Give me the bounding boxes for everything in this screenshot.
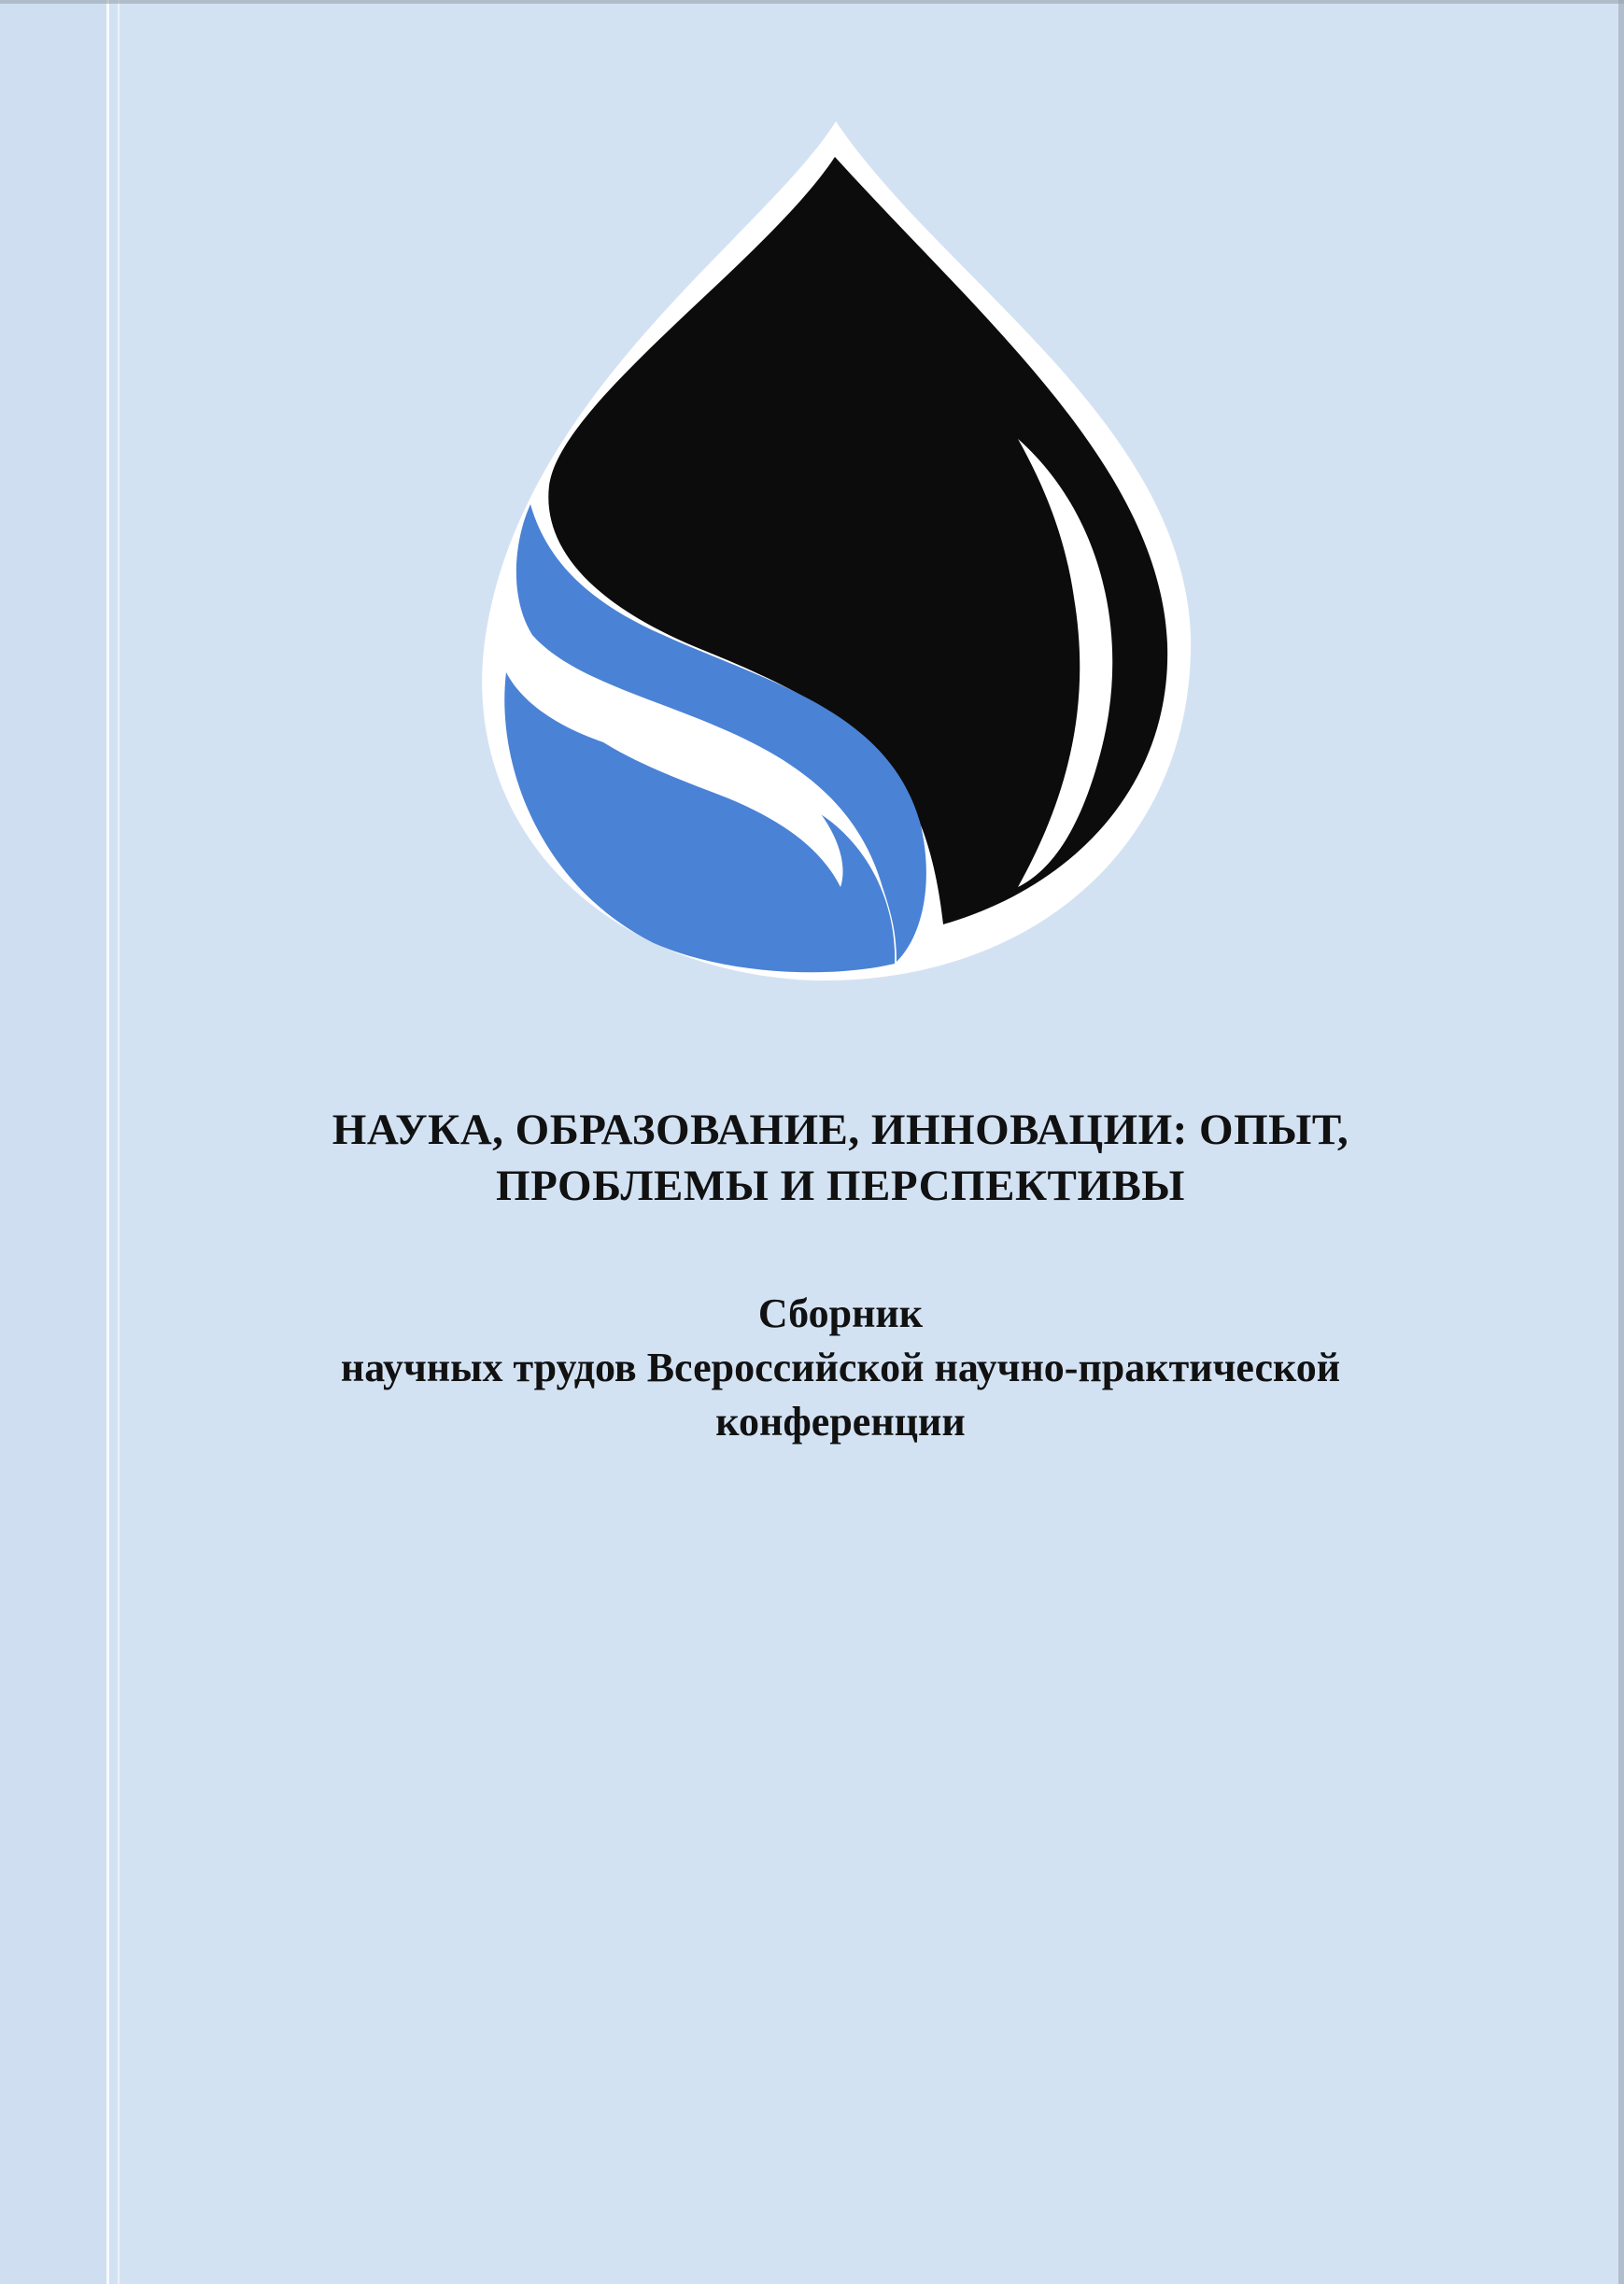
cover-title	[187, 1102, 1494, 1214]
title-line-1: НАУКА, ОБРАЗОВАНИЕ, ИННОВАЦИИ: ОПЫТ,	[332, 1106, 1349, 1154]
spine-fold-line-secondary	[118, 0, 120, 2284]
top-edge	[0, 0, 1624, 4]
right-edge	[1618, 0, 1624, 2284]
spine-fold-line	[106, 0, 109, 2284]
title-line-2: ПРОБЛЕМЫ И ПЕРСПЕКТИВЫ	[496, 1162, 1185, 1210]
subtitle-line-3: конференции	[715, 1399, 966, 1445]
oil-water-drop-icon	[458, 112, 1223, 990]
cover-subtitle	[187, 1287, 1494, 1449]
subtitle-line-1: Сборник	[757, 1290, 924, 1336]
spine-strip	[0, 0, 110, 2284]
subtitle-line-2: научных трудов Всероссийской научно-практической	[340, 1345, 1341, 1390]
